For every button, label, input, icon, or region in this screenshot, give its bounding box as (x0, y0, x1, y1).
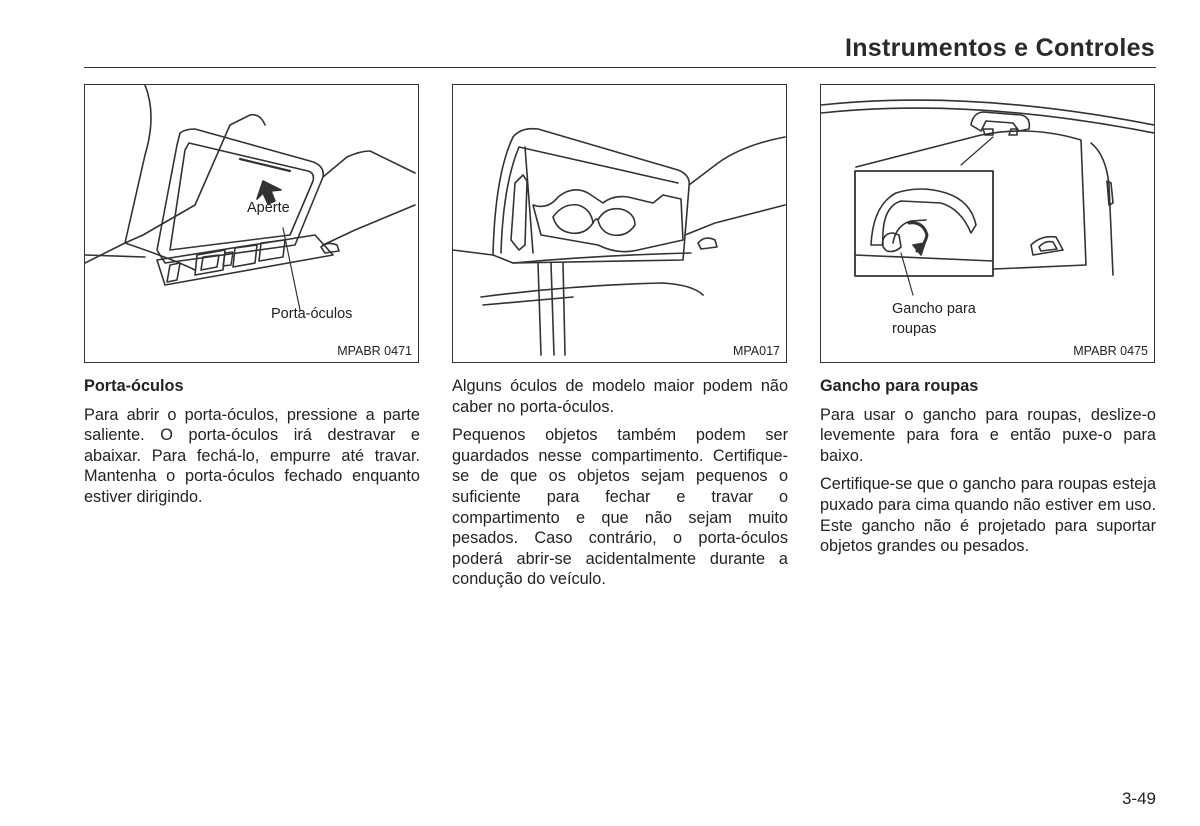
figure-code: MPA017 (732, 344, 780, 358)
paragraph: Certifique-se que o gancho para roupas esteja puxado para cima quando não estiver em uso. Este gancho não é projetado para suportar objetos grandes ou pesados. (820, 475, 1156, 556)
column-gancho-para-roupas (820, 376, 1156, 565)
callout-aperte: Aperte (247, 200, 290, 216)
section-heading-porta-oculos: Porta-óculos (84, 377, 184, 395)
figure-sunglasses-holder-open (452, 84, 787, 363)
paragraph: Alguns óculos de modelo maior podem não caber no porta-óculos. (452, 377, 788, 416)
paragraph: Pequenos objetos também podem ser guardados nesse compartimento. Certifique-se de que os objetos sejam pequenos o suficiente para fechar e travar o compartimento e que não sejam muito pesados. Caso contrário, o porta-óculos poderá abrir-se acidentalmente durante a condução do veículo. (452, 426, 788, 589)
open-holder-illustration (453, 85, 786, 362)
sunglasses-holder-illustration (85, 85, 418, 362)
section-heading-gancho-para-roupas: Gancho para roupas (820, 377, 979, 395)
callout-gancho: Gancho para (892, 301, 976, 317)
column-continuation (452, 376, 788, 598)
column-porta-oculos (84, 376, 420, 516)
callout-roupas: roupas (892, 321, 937, 337)
figure-coat-hook (820, 84, 1155, 363)
coat-hook-illustration (821, 85, 1154, 362)
callout-porta-oculos: Porta-óculos (271, 306, 353, 322)
paragraph: Para usar o gancho para roupas, deslize-o levemente para fora e então puxe-o para baixo. (820, 405, 1156, 465)
page-header-title: Instrumentos e Controles (844, 34, 1155, 62)
page-number: 3-49 (1121, 789, 1156, 808)
figure-sunglasses-holder-closed (84, 84, 419, 363)
paragraph: Para abrir o porta-óculos, pressione a parte saliente. O porta-óculos irá destravar e abaixar. Para fechá-lo, empurre até travar. Mantenha o porta-óculos fechado enquanto estiver dirigindo. (84, 405, 420, 506)
figure-code: MPABR 0471 (337, 344, 412, 358)
figure-code: MPABR 0475 (1073, 344, 1148, 358)
header-divider (84, 67, 1156, 68)
